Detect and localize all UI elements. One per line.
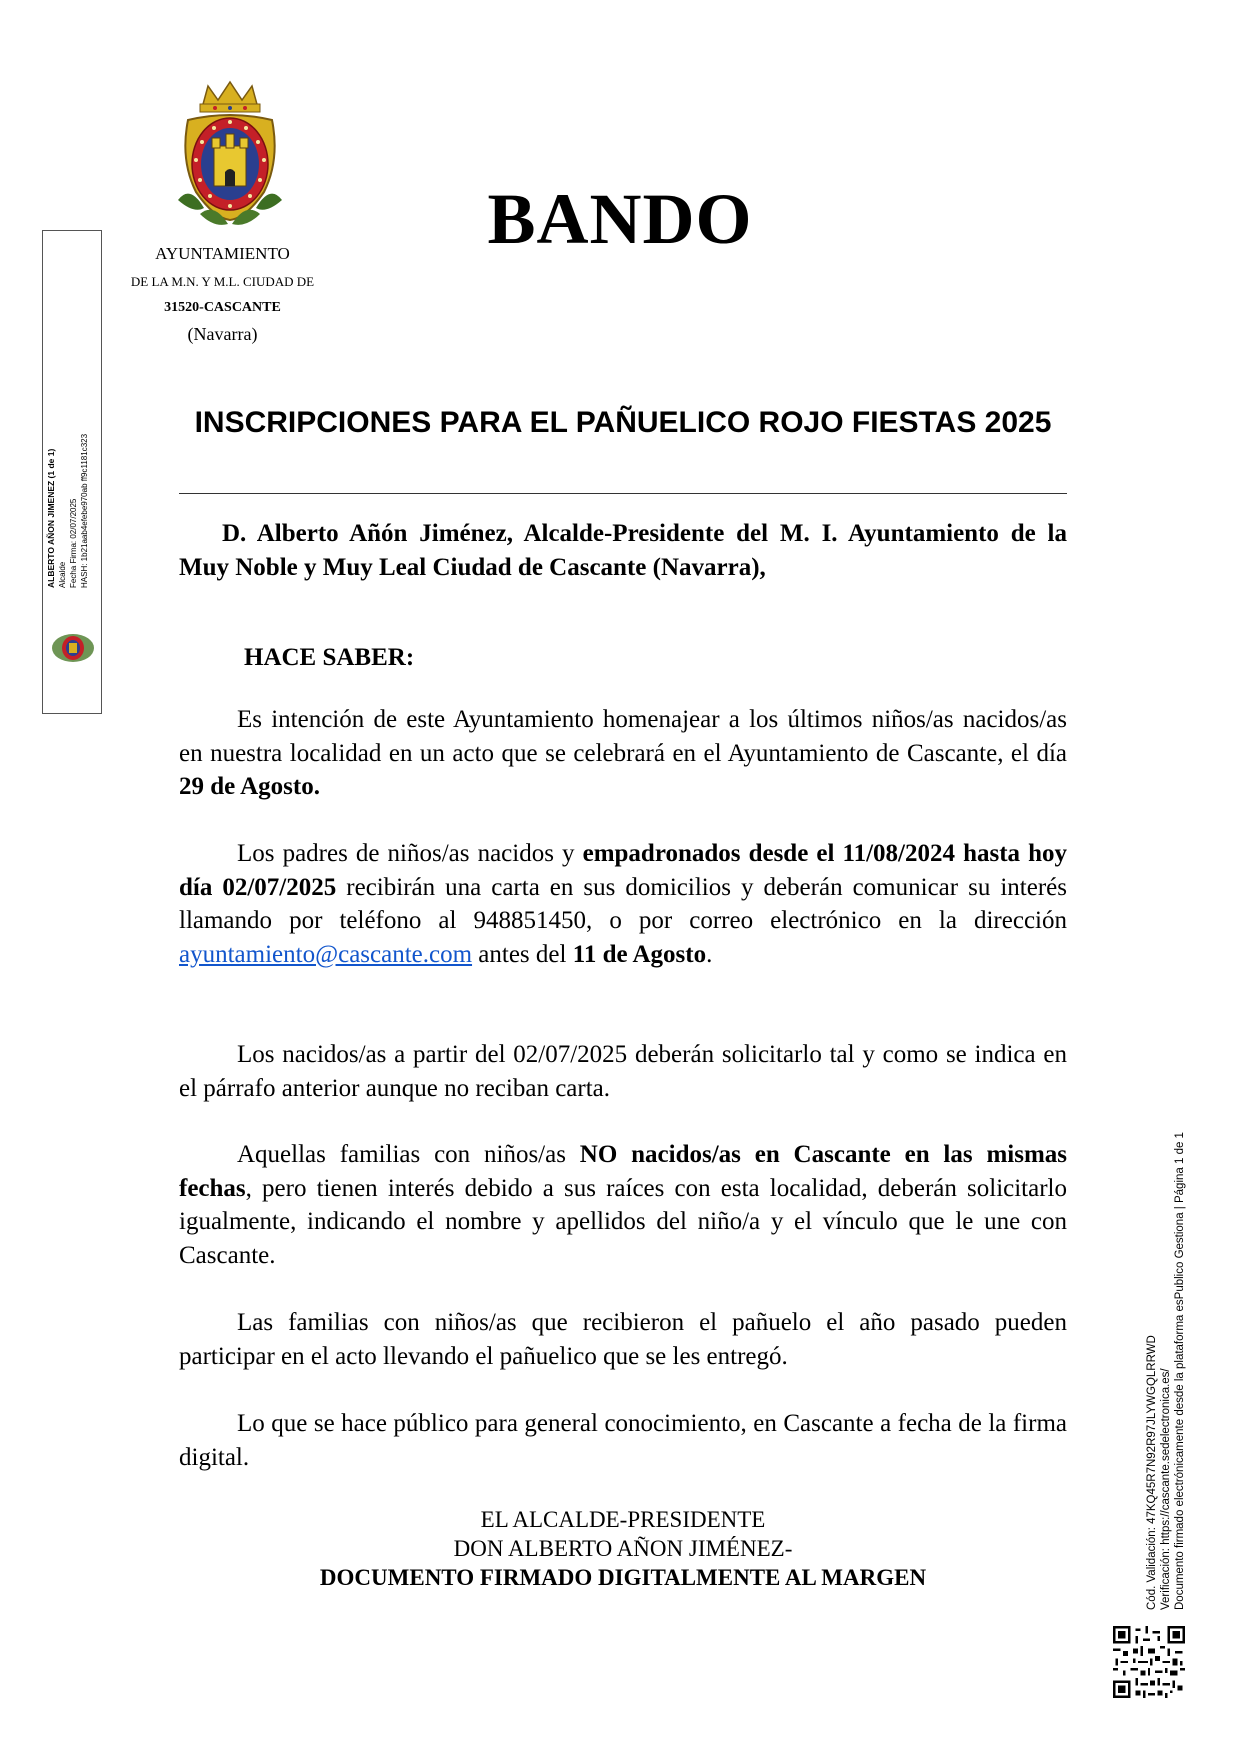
- p1-date: 29 de Agosto.: [179, 773, 320, 800]
- signature-date: Fecha Firma: 02/07/2025: [69, 498, 78, 588]
- paragraph-1: [179, 703, 1067, 804]
- org-name: AYUNTAMIENTO: [155, 244, 290, 263]
- hace-saber-heading: HACE SABER:: [244, 644, 415, 671]
- p1-text: Es intención de este Ayuntamiento homenajear a los últimos niños/as nacidos/as en nuestra localidad en un acto que se celebrará en el Ayuntamiento de Cascante, el día: [179, 706, 1067, 767]
- paragraph-6: Lo que se hace público para general conocimiento, en Cascante a fecha de la firma digital.: [179, 1410, 1067, 1471]
- org-subtitle: DE LA M.N. Y M.L. CIUDAD DE: [130, 274, 315, 289]
- p4-text-1: Aquellas familias con niños/as: [237, 1141, 580, 1168]
- org-region: (Navarra): [187, 324, 258, 344]
- p2-deadline: 11 de Agosto: [572, 940, 707, 968]
- p2-date-range: empadronados desde el 11/08/2024 hasta hoy día 02/07/2025: [179, 840, 1068, 901]
- document-subject: INSCRIPCIONES PARA EL PAÑUELICO ROJO FIESTAS 2025: [194, 406, 1052, 439]
- p4-text-2: , pero tienen interés debido a sus raíces con esta localidad, deberán solicitarlo igualmente, indicando el nombre y apellidos del niño/a y el vínculo que le une con Cascante.: [179, 1174, 1067, 1269]
- p2-text-3: antes del: [472, 940, 573, 968]
- p2-text-1: Los padres de niños/as nacidos y: [237, 840, 583, 867]
- email-link[interactable]: ayuntamiento@cascante.com: [179, 940, 473, 968]
- paragraph-5: Las familias con niños/as que recibieron el pañuelo el año pasado pueden participar en el acto llevando el pañuelico que se les entregó.: [179, 1309, 1067, 1370]
- signer-name: ALBERTO AÑON JIMENEZ (1 de 1): [46, 448, 56, 588]
- paragraph-3: Los nacidos/as a partir del 02/07/2025 deberán solicitarlo tal y como se indica en el párrafo anterior aunque no reciban carta.: [179, 1041, 1067, 1102]
- verification-url[interactable]: Verificación: https://cascante.sedelectronica.es/: [1160, 1368, 1172, 1610]
- signature-note: DOCUMENTO FIRMADO DIGITALMENTE AL MARGEN: [319, 1565, 927, 1590]
- qr-code-icon: [1113, 1626, 1185, 1698]
- p4-bold: NO nacidos/as en Cascante en las mismas fechas: [179, 1141, 1067, 1202]
- signature-title: EL ALCALDE-PRESIDENTE: [480, 1507, 766, 1532]
- divider: [179, 493, 1067, 494]
- p2-text-2: recibirán una carta en sus domicilios y deberán comunicar su interés llamando por teléfono al 948851450, o por correo electrónico en la dirección: [179, 873, 1067, 934]
- platform-note: Documento firmado electrónicamente desde la plataforma esPublico Gestiona | Página 1 de 1: [1174, 1132, 1186, 1610]
- intro-paragraph: D. Alberto Añón Jiménez, Alcalde-Presidente del M. I. Ayuntamiento de la Muy Noble y Muy Leal Ciudad de Cascante (Navarra),: [179, 520, 1067, 581]
- signature-hash: HASH: 1b21aab4efebe970ab ff9c1181c323: [80, 433, 89, 588]
- coat-of-arms-icon: [170, 80, 290, 230]
- document-title: BANDO: [487, 179, 753, 259]
- p2-text-4: .: [706, 940, 713, 968]
- paragraph-2: [179, 837, 1067, 971]
- validation-code: Cód. Validación: 47KQ45R7N92R97JLYWGQLRRWD: [1146, 1335, 1158, 1610]
- paragraph-4: [179, 1138, 1067, 1272]
- signer-role: Alcalde: [58, 561, 67, 588]
- org-postal-city: 31520-CASCANTE: [164, 300, 281, 315]
- small-crest-icon: [50, 628, 96, 668]
- signature-name: DON ALBERTO AÑON JIMÉNEZ-: [453, 1536, 793, 1561]
